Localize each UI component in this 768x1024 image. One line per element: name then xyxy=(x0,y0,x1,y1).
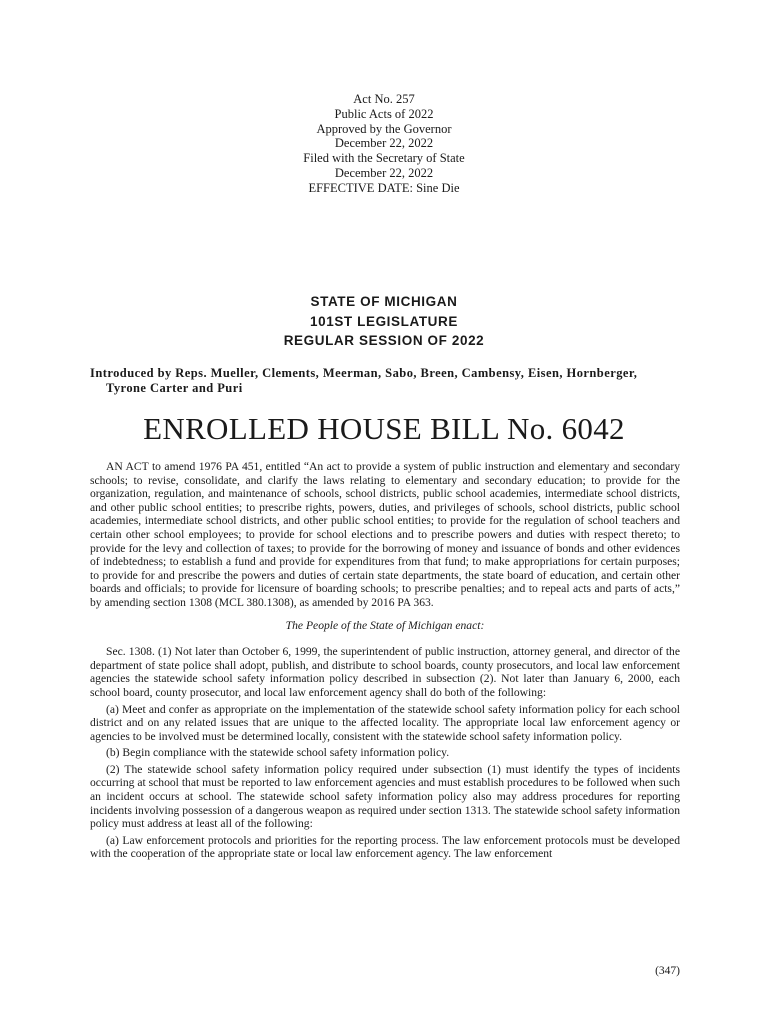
act-number: Act No. 257 xyxy=(353,92,415,106)
session: REGULAR SESSION OF 2022 xyxy=(283,333,485,348)
subsection-1a: (a) Meet and confer as appropriate on the implementation of the statewide school safety information policy for each school district and on any related issues that are unique to the affected locality. The appropriate local law enforcement agency or agencies to be involved must be determined locally, consistent with the statewide school safety information policy. xyxy=(90,702,680,743)
sponsors-line-1: Introduced by Reps. Mueller, Clements, Meerman, Sabo, Breen, Cambensy, Eisen, Hornberger, xyxy=(90,366,638,380)
bill-title: ENROLLED HOUSE BILL No. 6042 xyxy=(143,411,625,446)
section-1308-1: Sec. 1308. (1) Not later than October 6, 1999, the superintendent of public instruction, attorney general, and director of the department of state police shall adopt, publish, and distribute to school boards, county prosecutors, and local law enforcement agencies the statewide school safety information policy described in subsection (2). Not later than January 6, 2000, each school board, county prosecutor, and local law enforcement agency shall do both of the following: xyxy=(90,645,680,699)
sponsors xyxy=(90,366,680,395)
subsection-2a: (a) Law enforcement protocols and priorities for the reporting process. The law enforcement protocols must be developed with the cooperation of the appropriate state or local law enforcement agency. The law enforcement xyxy=(90,833,680,861)
approved-by: Approved by the Governor xyxy=(316,121,452,136)
state-heading xyxy=(0,292,768,351)
effective-date: EFFECTIVE DATE: Sine Die xyxy=(308,180,460,195)
state-name: STATE OF MICHIGAN xyxy=(310,294,458,309)
public-acts-year: Public Acts of 2022 xyxy=(334,106,434,121)
preamble: AN ACT to amend 1976 PA 451, entitled “An act to provide a system of public instruction and elementary and secondary schools; to revise, consolidate, and clarify the laws relating to elementary and secondary education; to provide for the organization, regulation, and maintenance of schools, school districts, public school academies, intermediate school districts, and other public school entities; to prescribe rights, powers, duties, and privileges of schools, school districts, public school academies, intermediate school districts, and other public school entities; to provide for the regulation of school teachers and certain other school employees; to provide for school elections and to prescribe powers and duties with respect thereto; to provide for the levy and collection of taxes; to provide for the borrowing of money and issuance of bonds and other evidences of indebtedness; to establish a fund and provide for expenditures from that fund; to make appropriations for certain purposes; to provide for and prescribe the powers and duties of certain state departments, the state board of education, and certain other boards and officials; to provide for licensure of boarding schools; to prescribe penalties; and to repeal acts and parts of acts,” by amending section 1308 (MCL 380.1308), as amended by 2016 PA 363. xyxy=(90,460,680,609)
approved-date: December 22, 2022 xyxy=(334,136,434,151)
filed-date: December 22, 2022 xyxy=(334,165,434,180)
filed-with: Filed with the Secretary of State xyxy=(303,151,465,166)
act-header xyxy=(0,92,768,196)
legislature: 101ST LEGISLATURE xyxy=(310,313,458,329)
bill-body xyxy=(90,460,680,861)
subsection-2: (2) The statewide school safety information policy required under subsection (1) must identify the types of incidents occurring at school that must be reported to law enforcement agencies and must establish procedures to be followed when such an incident occurs at school. The statewide school safety information policy also may address procedures for reporting incidents involving possession of a dangerous weapon as required under section 1313. The statewide school safety information policy must address at least all of the following: xyxy=(90,762,680,831)
page-number: (347) xyxy=(655,965,680,977)
enacting-clause: The People of the State of Michigan enact: xyxy=(285,618,485,632)
sponsors-line-2: Tyrone Carter and Puri xyxy=(106,380,243,395)
subsection-1b: (b) Begin compliance with the statewide school safety information policy. xyxy=(106,746,450,760)
